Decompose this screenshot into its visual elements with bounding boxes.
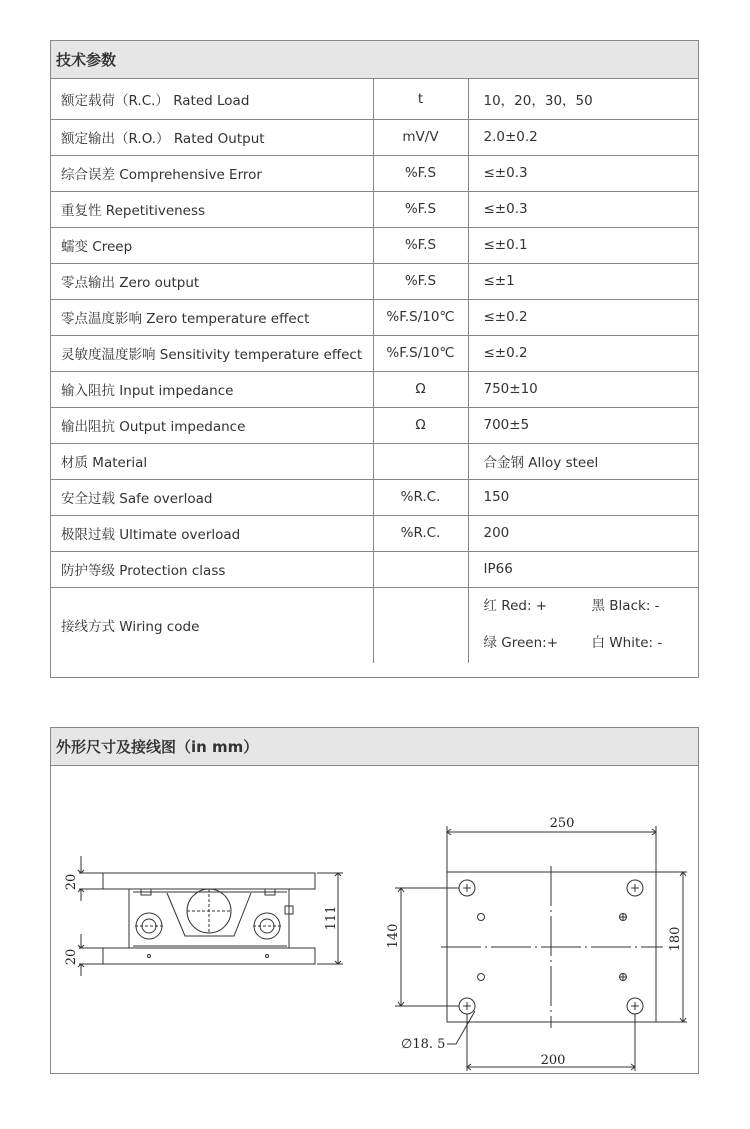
bottom-thickness-label: 20 [64, 948, 79, 966]
spec-value-cell: 750±10 [468, 371, 698, 407]
spec-unit-cell: %F.S [373, 191, 468, 227]
spec-row [51, 335, 698, 371]
spec-name-cell: 重复性 Repetitiveness [51, 191, 373, 227]
spec-row [51, 227, 698, 263]
spec-value-cell: ≤±0.3 [468, 155, 698, 191]
spec-value-cell: ≤±0.3 [468, 191, 698, 227]
wiring-value-cell [468, 587, 698, 663]
spec-unit-cell: %F.S [373, 155, 468, 191]
spec-row [51, 79, 698, 119]
spec-title: 技术参数 [51, 41, 698, 79]
spec-unit-cell: Ω [373, 371, 468, 407]
bottom-plate-shape [103, 948, 315, 964]
right-pin-shape [254, 913, 280, 939]
spec-row [51, 515, 698, 551]
spec-unit-cell: %R.C. [373, 515, 468, 551]
wire-white-label: 白 White: - [591, 635, 663, 652]
wire-red-label: 红 Red: + [483, 598, 548, 615]
left-pin-shape [136, 913, 162, 939]
spec-name-cell: 极限过载 Ultimate overload [51, 515, 373, 551]
depth-label: 180 [668, 926, 683, 952]
spec-value-cell: ≤±0.1 [468, 227, 698, 263]
spec-card [50, 40, 699, 678]
spec-name-cell: 额定载荷（R.C.） Rated Load [61, 92, 250, 109]
wiring-unit-cell [373, 587, 468, 663]
spec-name-cell: 蠕变 Creep [51, 227, 373, 263]
top-plate-shape [103, 873, 315, 889]
spec-value-cell: ≤±0.2 [468, 299, 698, 335]
spec-name-cell: 额定输出（R.O.） Rated Output [51, 119, 373, 155]
spec-unit-cell: t [373, 79, 468, 119]
hole-spacing-y-label: 140 [386, 923, 401, 949]
spec-row [51, 443, 698, 479]
spec-name-cell: 输入阻抗 Input impedance [51, 371, 373, 407]
spec-name-cell: 综合误差 Comprehensive Error [51, 155, 373, 191]
dimension-title: 外形尺寸及接线图（in mm） [51, 728, 698, 766]
spec-unit-cell: %R.C. [373, 479, 468, 515]
spec-value-cell: IP66 [468, 551, 698, 587]
spec-name-cell: 输出阻抗 Output impedance [51, 407, 373, 443]
spec-name-cell: 安全过载 Safe overload [51, 479, 373, 515]
spec-unit-cell: Ω [373, 407, 468, 443]
spec-value-cell: ≤±1 [468, 263, 698, 299]
spec-unit-cell: %F.S [373, 263, 468, 299]
spec-value-cell: ≤±0.2 [468, 335, 698, 371]
plan-view [395, 826, 687, 1071]
spec-value-cell: 合金钢 Alloy steel [468, 443, 698, 479]
spec-unit-cell: mV/V [373, 119, 468, 155]
spec-value-cell: 150 [468, 479, 698, 515]
hole-spacing-x-label: 200 [540, 1053, 566, 1068]
wire-green-label: 绿 Green:+ [483, 635, 559, 652]
spec-row [51, 371, 698, 407]
spec-name-cell: 灵敏度温度影响 Sensitivity temperature effect [51, 335, 373, 371]
top-thickness-label: 20 [64, 873, 79, 891]
width-label: 250 [549, 816, 575, 831]
spec-unit-cell: %F.S [373, 227, 468, 263]
spec-table [51, 79, 698, 663]
spec-name-cell: 防护等级 Protection class [51, 551, 373, 587]
dimension-drawing [51, 766, 698, 1072]
dimension-card [50, 727, 699, 1074]
spec-name-cell: 零点温度影响 Zero temperature effect [51, 299, 373, 335]
side-view [78, 856, 343, 976]
spec-row [51, 191, 698, 227]
wiring-name-cell: 接线方式 Wiring code [51, 587, 373, 663]
spec-row [51, 407, 698, 443]
height-label: 111 [324, 905, 339, 931]
spec-row [51, 155, 698, 191]
spec-unit-cell: %F.S/10℃ [373, 335, 468, 371]
spec-unit-cell [373, 551, 468, 587]
spec-value-cell: 10，20，30，50 [468, 79, 698, 119]
wiring-row [51, 587, 698, 663]
spec-row [51, 551, 698, 587]
spec-value-cell: 700±5 [468, 407, 698, 443]
spec-name-cell: 零点输出 Zero output [51, 263, 373, 299]
spec-value-cell: 2.0±0.2 [468, 119, 698, 155]
spec-row [51, 299, 698, 335]
spec-unit-cell: %F.S/10℃ [373, 299, 468, 335]
spec-unit-cell [373, 443, 468, 479]
spec-name-cell: 材质 Material [51, 443, 373, 479]
hole-diameter-label: ∅18. 5 [401, 1037, 446, 1052]
spec-row [51, 119, 698, 155]
spec-row [51, 263, 698, 299]
wire-black-label: 黑 Black: - [591, 598, 660, 615]
spec-row [51, 479, 698, 515]
spec-value-cell: 200 [468, 515, 698, 551]
